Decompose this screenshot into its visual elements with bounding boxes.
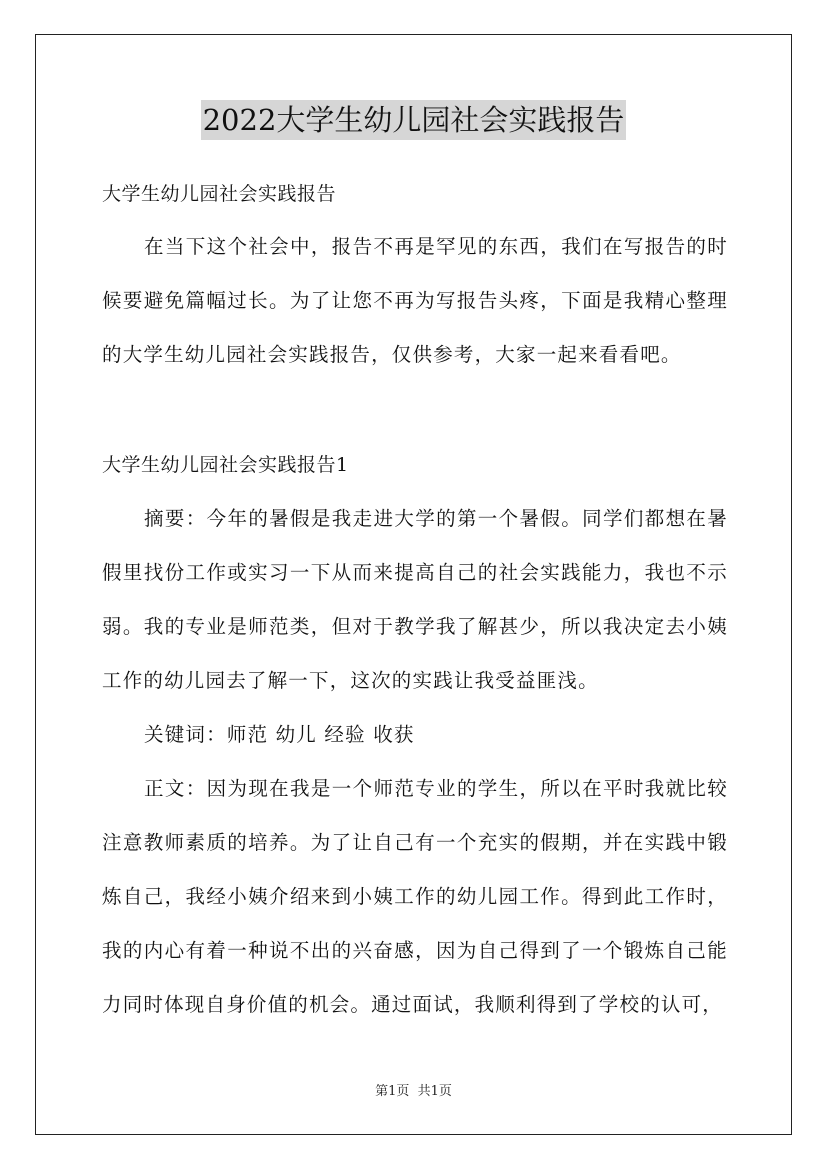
keywords-paragraph: 关键词：师范 幼儿 经验 收获 bbox=[144, 723, 415, 746]
page-footer: 第1页 共1页 bbox=[375, 1084, 452, 1099]
abstract-paragraph: 摘要：今年的暑假是我走进大学的第一个暑假。同学们都想在暑假里找份工作或实习一下从而来提高自己的社会实践能力，我也不示弱。我的专业是师范类，但对于教学我了解甚少，所以我决定去小姨工作的幼儿园去了解一下，这次的实践让我受益匪浅。 bbox=[102, 507, 728, 692]
intro-paragraph: 在当下这个社会中，报告不再是罕见的东西，我们在写报告的时候要避免篇幅过长。为了让您不再为写报告头疼，下面是我精心整理的大学生幼儿园社会实践报告，仅供参考，大家一起来看看吧。 bbox=[102, 235, 728, 366]
section-heading: 大学生幼儿园社会实践报告1 bbox=[102, 454, 349, 476]
document-subtitle: 大学生幼儿园社会实践报告 bbox=[102, 183, 337, 205]
title-container bbox=[0, 100, 827, 140]
document-title: 2022大学生幼儿园社会实践报告 bbox=[201, 100, 627, 140]
body-paragraph: 正文：因为现在我是一个师范专业的学生，所以在平时我就比较注意教师素质的培养。为了让自己有一个充实的假期，并在实践中锻炼自己，我经小姨介绍来到小姨工作的幼儿园工作。得到此工作时，我的内心有着一种说不出的兴奋感，因为自己得到了一个锻炼自己能力同时体现自身价值的机会。通过面试，我顺利得到了学校的认可， bbox=[102, 777, 728, 1016]
